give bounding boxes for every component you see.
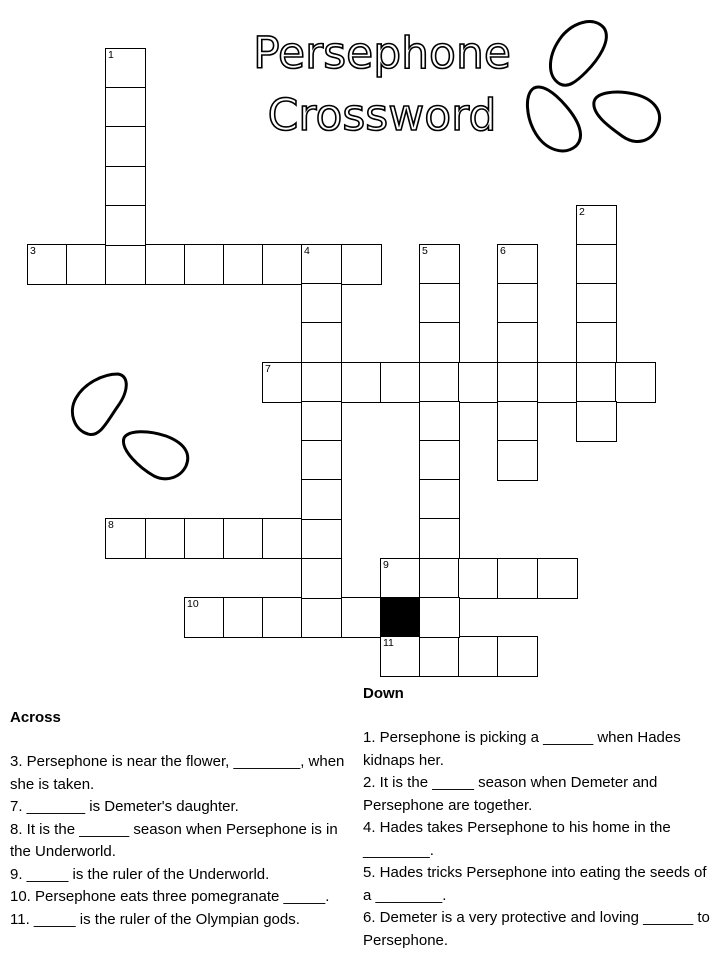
crossword-cell[interactable] bbox=[576, 244, 617, 285]
crossword-cell[interactable] bbox=[497, 322, 538, 363]
clue-number: 3 bbox=[30, 245, 36, 257]
down-clue-6: 6. Demeter is a very protective and loving ______ to Persephone. bbox=[363, 909, 710, 949]
down-clue-2: 2. It is the _____ season when Demeter and Persephone are together. bbox=[363, 774, 658, 814]
crossword-cell[interactable] bbox=[105, 244, 146, 285]
crossword-cell[interactable] bbox=[537, 362, 578, 403]
crossword-cell[interactable] bbox=[105, 87, 146, 128]
crossword-cell[interactable] bbox=[497, 401, 538, 442]
across-clue-7: 7. _______ is Demeter's daughter. bbox=[10, 798, 239, 815]
across-clue-9: 9. _____ is the ruler of the Underworld. bbox=[10, 865, 270, 883]
crossword-cell[interactable] bbox=[341, 362, 382, 403]
crossword-cell[interactable] bbox=[341, 244, 382, 285]
crossword-cell[interactable] bbox=[419, 401, 460, 442]
crossword-cell[interactable] bbox=[419, 636, 460, 677]
crossword-cell[interactable] bbox=[301, 362, 342, 403]
crossword-cell[interactable] bbox=[301, 518, 342, 559]
crossword-cell[interactable] bbox=[419, 597, 460, 638]
crossword-cell[interactable] bbox=[223, 597, 264, 638]
crossword-cell[interactable] bbox=[419, 244, 460, 285]
crossword-cell[interactable] bbox=[145, 244, 186, 285]
across-clue-11: 11. _____ is the ruler of the Olympian gods. bbox=[10, 910, 300, 928]
crossword-cell[interactable] bbox=[262, 518, 303, 559]
crossword-cell[interactable] bbox=[615, 362, 656, 403]
crossword-cell[interactable] bbox=[27, 244, 68, 285]
across-clue-8: 8. It is the ______ season when Persephone is in the Underworld. bbox=[10, 820, 338, 860]
crossword-cell[interactable] bbox=[301, 283, 342, 324]
clue-number: 1 bbox=[108, 49, 114, 61]
crossword-cell[interactable] bbox=[576, 401, 617, 442]
crossword-cell[interactable] bbox=[576, 283, 617, 324]
crossword-cell[interactable] bbox=[105, 48, 146, 89]
crossword-cell[interactable] bbox=[419, 322, 460, 363]
crossword-cell[interactable] bbox=[301, 479, 342, 520]
crossword-cell[interactable] bbox=[458, 558, 499, 599]
down-heading: Down bbox=[363, 685, 404, 702]
pomegranate-seed-icon bbox=[588, 88, 668, 158]
crossword-cell[interactable] bbox=[537, 558, 578, 599]
crossword-cell[interactable] bbox=[458, 636, 499, 677]
crossword-cell[interactable] bbox=[497, 244, 538, 285]
title-line-2: Crossword bbox=[267, 90, 497, 141]
crossword-cell[interactable] bbox=[576, 205, 617, 246]
crossword-cell[interactable] bbox=[262, 362, 303, 403]
crossword-cell[interactable] bbox=[497, 558, 538, 599]
clue-number: 11 bbox=[383, 637, 394, 649]
crossword-cell[interactable] bbox=[184, 597, 225, 638]
crossword-cell[interactable] bbox=[419, 479, 460, 520]
title-line-1: Persephone bbox=[253, 28, 511, 79]
crossword-cell[interactable] bbox=[380, 636, 421, 677]
crossword-cell[interactable] bbox=[576, 362, 617, 403]
clue-number: 5 bbox=[422, 245, 428, 257]
down-clue-1: 1. Persephone is picking a ______ when Hades kidnaps her. bbox=[363, 729, 681, 769]
clue-number: 10 bbox=[187, 598, 199, 610]
across-clues bbox=[10, 707, 348, 931]
crossword-cell[interactable] bbox=[301, 558, 342, 599]
crossword-cell[interactable] bbox=[105, 205, 146, 246]
crossword-cell[interactable] bbox=[341, 597, 382, 638]
clue-number: 6 bbox=[500, 245, 506, 257]
clue-number: 9 bbox=[383, 559, 389, 571]
crossword-cell[interactable] bbox=[419, 362, 460, 403]
across-clue-3: 3. Persephone is near the flower, ________, when she is taken. bbox=[10, 753, 345, 793]
crossword-cell[interactable] bbox=[301, 597, 342, 638]
crossword-cell[interactable] bbox=[576, 322, 617, 363]
clue-number: 4 bbox=[304, 245, 310, 257]
crossword-cell[interactable] bbox=[223, 244, 264, 285]
down-clue-4: 4. Hades takes Persephone to his home in the ________. bbox=[363, 819, 671, 859]
crossword-cell[interactable] bbox=[380, 558, 421, 599]
clue-number: 8 bbox=[108, 519, 114, 531]
across-heading: Across bbox=[10, 709, 61, 726]
clue-number: 7 bbox=[265, 363, 271, 375]
crossword-cell[interactable] bbox=[419, 283, 460, 324]
crossword-cell[interactable] bbox=[497, 636, 538, 677]
crossword-cell[interactable] bbox=[419, 518, 460, 559]
crossword-cell[interactable] bbox=[223, 518, 264, 559]
down-clue-5: 5. Hades tricks Persephone into eating the seeds of a ________. bbox=[363, 864, 707, 904]
down-clues bbox=[363, 683, 711, 952]
crossword-cell[interactable] bbox=[301, 322, 342, 363]
crossword-cell[interactable] bbox=[301, 401, 342, 442]
crossword-cell[interactable] bbox=[497, 283, 538, 324]
clue-number: 2 bbox=[579, 206, 585, 218]
crossword-cell[interactable] bbox=[105, 166, 146, 207]
pomegranate-seed-icon bbox=[116, 428, 196, 488]
crossword-cell[interactable] bbox=[380, 362, 421, 403]
crossword-cell[interactable] bbox=[419, 440, 460, 481]
crossword-cell[interactable] bbox=[66, 244, 107, 285]
crossword-cell[interactable] bbox=[184, 518, 225, 559]
crossword-cell[interactable] bbox=[184, 244, 225, 285]
crossword-black-cell bbox=[380, 597, 421, 638]
crossword-cell[interactable] bbox=[262, 244, 303, 285]
crossword-cell[interactable] bbox=[105, 518, 146, 559]
crossword-cell[interactable] bbox=[301, 244, 342, 285]
crossword-cell[interactable] bbox=[262, 597, 303, 638]
crossword-cell[interactable] bbox=[145, 518, 186, 559]
crossword-cell[interactable] bbox=[458, 362, 499, 403]
crossword-cell[interactable] bbox=[497, 440, 538, 481]
pomegranate-seed-icon bbox=[520, 80, 590, 160]
crossword-cell[interactable] bbox=[301, 440, 342, 481]
crossword-cell[interactable] bbox=[419, 558, 460, 599]
across-clue-10: 10. Persephone eats three pomegranate _____. bbox=[10, 888, 330, 905]
crossword-cell[interactable] bbox=[497, 362, 538, 403]
crossword-cell[interactable] bbox=[105, 126, 146, 167]
